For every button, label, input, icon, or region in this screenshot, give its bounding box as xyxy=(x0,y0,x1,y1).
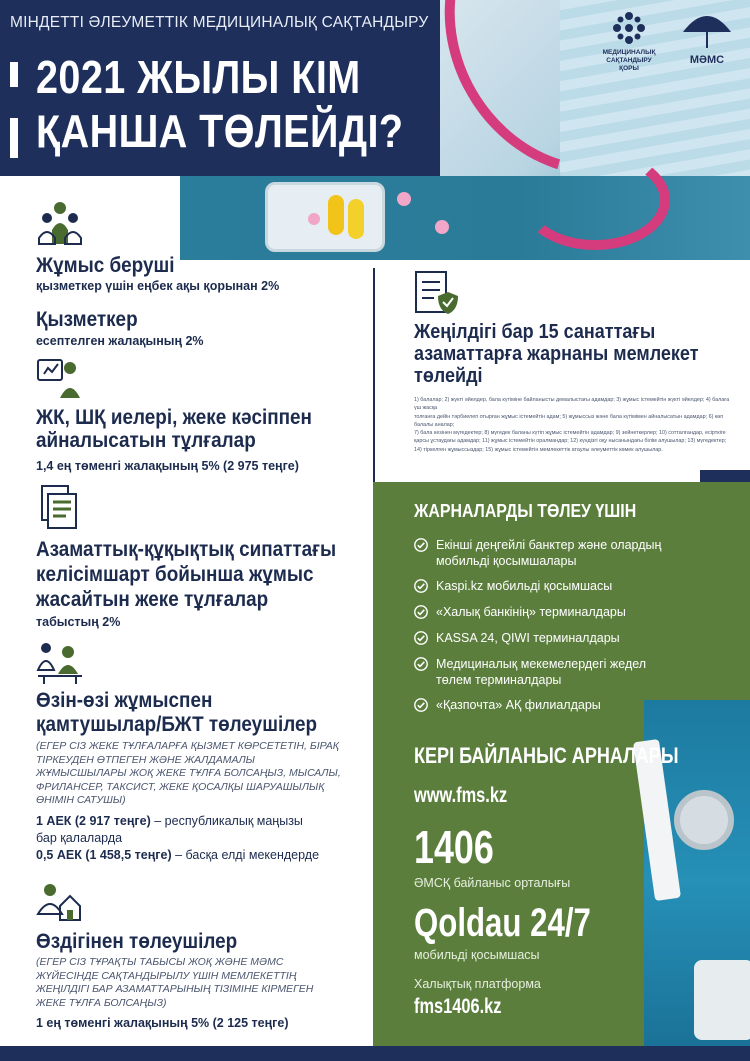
payment-method-label: Екінші деңгейлі банктер және олардың xyxy=(436,538,662,552)
employer-rate: қызметкер үшін еңбек ақы қорынан 2% xyxy=(36,279,280,293)
self-employed-rate-cities xyxy=(36,814,303,829)
civil-contract-rate: табыстың 2% xyxy=(36,615,121,629)
state-paid-title xyxy=(414,321,699,387)
checkmark-icon xyxy=(414,538,428,552)
employee-rate: есептелген жалақының 2% xyxy=(36,334,204,348)
entrepreneur-icon xyxy=(36,356,82,400)
payment-method-item xyxy=(414,578,612,594)
payment-method-label: «Халық банкінің» терминалдары xyxy=(436,605,626,619)
pill-decoration xyxy=(397,192,411,206)
payment-method-item xyxy=(414,537,661,569)
pill-box-decoration xyxy=(265,182,385,252)
checkmark-icon xyxy=(414,631,428,645)
civil-contract-title-line: Азаматтық-құқықтық сипаттағы xyxy=(36,538,337,561)
rate-location: – республикалық маңызы xyxy=(150,814,303,828)
accent-block xyxy=(700,470,750,482)
voluntary-payers-note xyxy=(36,956,313,1010)
payment-method-label: Медициналық мекемелердегі жедел xyxy=(436,657,647,671)
rate-location-continued: бар қалаларда xyxy=(36,831,123,845)
beneficiary-categories-line: қарсы ұстаудағы адамдар; 11) жұмыс істемейтін оралмандар; 12) күндізгі оқу нысанындағы білім алушылар; 13) мүгедектер; xyxy=(414,438,727,445)
self-employed-note-line: ӨНІМІН САТУШЫ) xyxy=(36,794,126,806)
pill-decoration xyxy=(348,199,364,239)
self-employed-note-line: ЖҰМЫСШЫЛАРЫ ЖОҚ ЖЕКЕ ТҰЛҒА БОЛСАҢЫЗ, МЫСАЛЫ, xyxy=(36,767,341,779)
checkmark-icon xyxy=(414,657,428,671)
payment-method-label: KASSA 24, QIWI терминалдары xyxy=(436,631,620,645)
contract-document-icon xyxy=(36,484,80,530)
platform-link[interactable]: fms1406.kz xyxy=(414,995,502,1018)
state-paid-title-line: төлейді xyxy=(414,365,483,387)
platform-label: Халықтық платформа xyxy=(414,977,541,991)
self-employed-note xyxy=(36,740,341,808)
stethoscope-decoration xyxy=(520,150,670,250)
title-accent-bar xyxy=(10,62,18,87)
pill-decoration xyxy=(308,213,320,225)
voluntary-payer-icon xyxy=(36,880,82,924)
voluntary-payers-title: Өздігінен төлеушілер xyxy=(36,930,238,953)
entrepreneurs-rate: 1,4 ең төменгі жалақының 5% (2 975 теңге) xyxy=(36,459,299,473)
payment-method-item xyxy=(414,630,620,646)
rate-amount: 1 АЕК (2 917 теңге) xyxy=(36,814,151,828)
program-kicker: МІНДЕТТІ ӘЛЕУМЕТТІК МЕДИЦИНАЛЫҚ САҚТАНДЫРУ xyxy=(10,14,429,31)
mobile-app-name[interactable]: Qoldau 24/7 xyxy=(414,901,591,945)
page-title-line: ҚАНША ТӨЛЕЙДІ? xyxy=(36,105,404,157)
self-employed-icon xyxy=(36,640,84,684)
payment-method-label: төлем терминалдары xyxy=(436,673,562,687)
beneficiary-categories-line: 7) бала кезінен мүгедектер; 8) мүгедек баланы күтіп жұмыс істемейтін адамдар; 9) зейнеткерлер; 10) сотталғандар, есірткіге xyxy=(414,430,726,437)
state-paid-title-line: Жеңілдігі бар 15 санаттағы xyxy=(414,321,656,343)
voluntary-payers-rate: 1 ең төменгі жалақының 5% (2 125 теңге) xyxy=(36,1016,289,1030)
voluntary-payers-note-line: ЖҮЙЕСІНДЕ САҚТАНДЫРЫЛУ ҮШІН МЕМЛЕКЕТТІҢ xyxy=(36,969,297,982)
civil-contract-title-line: келісімшарт бойынша жұмыс xyxy=(36,563,314,586)
civil-contract-title-line: жасайтын жеке тұлғалар xyxy=(36,588,269,611)
snowflake-icon xyxy=(611,10,647,46)
entrepreneurs-title-line: айналысатын тұлғалар xyxy=(36,429,256,452)
self-employed-note-line: ТІРКЕУДЕН ӨТПЕГЕН ЖӘНЕ ЖАЛДАМАЛЫ xyxy=(36,753,255,766)
self-employed-title-line: Өзін-өзі жұмыспен xyxy=(36,689,213,712)
mams-logo xyxy=(672,8,742,92)
website-link[interactable]: www.fms.kz xyxy=(414,784,508,807)
self-employed-title xyxy=(36,689,317,737)
employer-title: Жұмыс беруші xyxy=(36,254,175,277)
self-employed-note-line: (ЕГЕР СІЗ ЖЕКЕ ТҰЛҒАЛАРҒА ҚЫЗМЕТ КӨРСЕТЕТІН, БІРАҚ xyxy=(36,740,339,752)
checkmark-icon xyxy=(414,605,428,619)
payment-methods-heading: ЖАРНАЛАРДЫ ТӨЛЕУ ҮШІН xyxy=(414,500,637,521)
checkmark-icon xyxy=(414,579,428,593)
employer-group-icon xyxy=(36,198,84,246)
beneficiary-categories-line: 14) тіркелген жұмыссыздар; 15) жұмыс істемейтін мемлекеттік атаулы әлеуметтік көмек алушылар. xyxy=(414,446,663,453)
state-paid-title-line: азаматтарға жарнаны мемлекет xyxy=(414,343,699,365)
mobile-app-label: мобильді қосымшасы xyxy=(414,948,540,962)
call-center-label: ӘМСҚ байланыс орталығы xyxy=(414,876,571,890)
pill-box-decoration xyxy=(694,960,750,1040)
entrepreneurs-title xyxy=(36,406,312,452)
pill-decoration xyxy=(435,220,449,234)
payment-method-label: «Қазпочта» АҚ филиалдары xyxy=(436,698,601,712)
voluntary-payers-note-line: ЖЕКЕ ТҰЛҒА БОЛСАҢЫЗ) xyxy=(36,996,167,1009)
fund-logo-text: МЕДИЦИНАЛЫҚ САҚТАНДЫРУ ҚОРЫ xyxy=(602,49,656,72)
payment-method-label: Kaspi.kz мобильді қосымшасы xyxy=(436,579,613,593)
rate-location: – басқа елді мекендерде xyxy=(171,848,320,862)
beneficiary-categories-line: толғанға дейін тәрбиелеп отырған жұмыс істемейтін адам; 5) жұмыссыз және бала күтімімен айналысатын адамдар; 6) көп балалы аналар; xyxy=(414,413,724,428)
shield-document-icon xyxy=(414,270,460,316)
stethoscope-head-decoration xyxy=(674,790,734,850)
feedback-channels-heading: КЕРІ БАЙЛАНЫС АРНАЛАРЫ xyxy=(414,743,679,768)
voluntary-payers-note-line: ЖЕҢІЛДІГІ БАР АЗАМАТТАРЫНЫҢ ТІЗІМІНЕ КІРМЕГЕН xyxy=(36,983,314,995)
footer-stripe xyxy=(0,1046,750,1061)
beneficiary-categories-list xyxy=(414,396,736,454)
page-title xyxy=(36,50,403,158)
self-employed-title-line: қамтушылар/БЖТ төлеушілер xyxy=(36,713,318,736)
payment-method-item xyxy=(414,656,646,688)
pill-decoration xyxy=(328,195,344,235)
employee-title: Қызметкер xyxy=(36,308,138,331)
payment-method-item xyxy=(414,604,626,620)
voluntary-payers-note-line: (ЕГЕР СІЗ ТҰРАҚТЫ ТАБЫСЫ ЖОҚ ЖӘНЕ МӘМС xyxy=(36,956,284,968)
entrepreneurs-title-line: ЖК, ШҚ иелері, жеке кәсіппен xyxy=(36,406,312,429)
payment-method-label: мобильді қосымшалары xyxy=(436,554,577,568)
section-divider xyxy=(373,268,375,482)
title-accent-bar xyxy=(10,118,18,158)
page-title-line: 2021 ЖЫЛЫ КІМ xyxy=(36,51,361,103)
beneficiary-categories-line: 1) балалар; 2) жүкті әйелдер, бала күтіміне байланысты демалыстағы адамдар; 3) жұмыс істемейтін жүкті әйелдер; 4) балаға үш жасқа xyxy=(414,397,730,412)
mams-logo-text: МӘМС xyxy=(689,54,725,66)
payment-method-item xyxy=(414,697,601,713)
checkmark-icon xyxy=(414,698,428,712)
umbrella-icon xyxy=(679,8,735,52)
civil-contract-title xyxy=(36,537,336,612)
rate-amount: 0,5 АЕК (1 458,5 теңге) xyxy=(36,848,172,862)
call-center-number[interactable]: 1406 xyxy=(414,821,494,873)
self-employed-rate-other xyxy=(36,848,319,863)
self-employed-note-line: ФРИЛАНСЕР, ТАКСИСТ, ЖЕКЕ ҚОСАЛҚЫ ШАРУАШЫЛЫҚ xyxy=(36,780,325,793)
insurance-fund-logo xyxy=(600,10,658,90)
